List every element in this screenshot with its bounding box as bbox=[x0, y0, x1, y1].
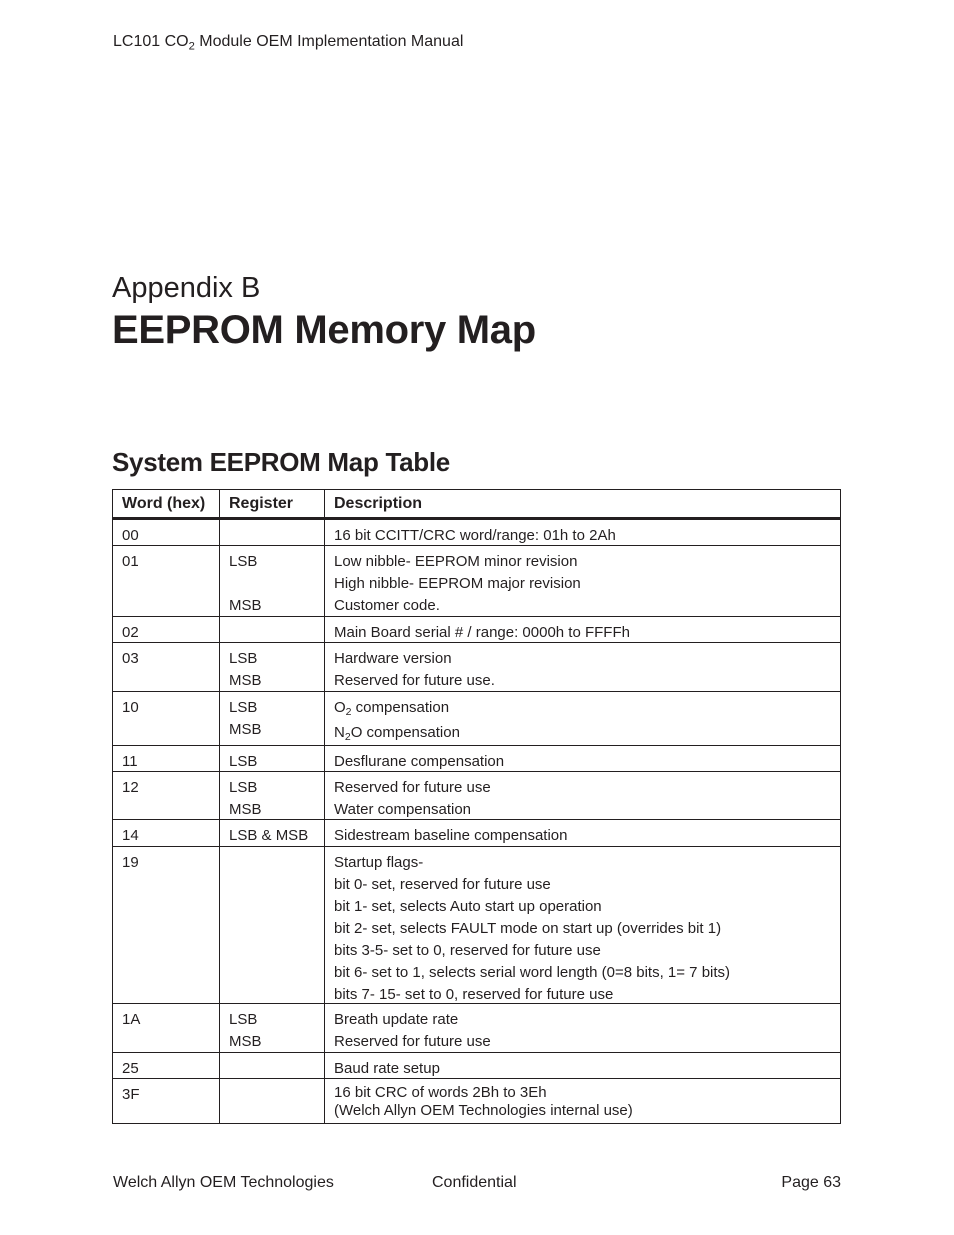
table-header-row bbox=[113, 490, 840, 519]
register-cell bbox=[220, 546, 325, 616]
description-cell bbox=[325, 746, 840, 771]
description-line: 16 bit CRC of words 2Bh to 3Eh bbox=[334, 1084, 547, 1101]
page-title: EEPROM Memory Map bbox=[112, 308, 536, 352]
eeprom-map-table bbox=[112, 489, 841, 1124]
description-cell bbox=[325, 617, 840, 642]
description-cell bbox=[325, 772, 840, 819]
column-header-register: Register bbox=[220, 490, 325, 517]
register-value: LSB bbox=[229, 699, 258, 716]
word-cell: 12 bbox=[113, 772, 220, 819]
word-cell: 02 bbox=[113, 617, 220, 642]
table-row bbox=[113, 1078, 840, 1123]
footer-confidential: Confidential bbox=[432, 1174, 517, 1191]
description-line: Hardware version bbox=[334, 650, 452, 667]
table-row bbox=[113, 771, 840, 819]
table-row bbox=[113, 616, 840, 642]
description-cell bbox=[325, 520, 840, 545]
table-row bbox=[113, 846, 840, 1003]
table-row bbox=[113, 642, 840, 691]
description-line: Sidestream baseline compensation bbox=[334, 827, 568, 844]
running-header bbox=[113, 33, 463, 51]
description-line bbox=[334, 697, 840, 722]
table-row bbox=[113, 819, 840, 846]
description-line: Reserved for future use. bbox=[334, 672, 495, 689]
description-cell bbox=[325, 820, 840, 846]
description-line: Breath update rate bbox=[334, 1011, 459, 1028]
register-value bbox=[229, 1058, 324, 1080]
description-line: Main Board serial # / range: 0000h to FFFFh bbox=[334, 624, 630, 641]
register-value bbox=[229, 1084, 324, 1102]
register-value: MSB bbox=[229, 672, 262, 689]
description-line: bit 1- set, selects Auto start up operation bbox=[334, 898, 602, 915]
register-cell bbox=[220, 772, 325, 819]
table-row bbox=[113, 691, 840, 745]
register-value: LSB & MSB bbox=[229, 827, 309, 844]
register-value: MSB bbox=[229, 801, 262, 818]
header-text: LC101 CO bbox=[113, 33, 189, 50]
register-cell bbox=[220, 847, 325, 1003]
register-value bbox=[229, 852, 324, 874]
description-line: Low nibble- EEPROM minor revision bbox=[334, 553, 578, 570]
description-cell bbox=[325, 1053, 840, 1078]
description-line: Customer code. bbox=[334, 597, 440, 614]
column-header-description: Description bbox=[334, 495, 423, 512]
word-cell: 3F bbox=[113, 1079, 220, 1123]
table-row bbox=[113, 1003, 840, 1052]
description-line: Desflurane compensation bbox=[334, 753, 505, 770]
description-line: bit 6- set to 1, selects serial word length (0=8 bits, 1= 7 bits) bbox=[334, 964, 731, 981]
word-cell: 00 bbox=[113, 520, 220, 545]
description-cell bbox=[325, 643, 840, 691]
register-cell bbox=[220, 643, 325, 691]
footer-page-number: Page 63 bbox=[781, 1174, 841, 1191]
section-title: System EEPROM Map Table bbox=[112, 447, 450, 477]
table-row bbox=[113, 545, 840, 616]
word-cell: 1A bbox=[113, 1004, 220, 1052]
word-cell: 14 bbox=[113, 820, 220, 846]
description-line: bits 7- 15- set to 0, reserved for future use bbox=[334, 986, 614, 1003]
register-cell bbox=[220, 1053, 325, 1078]
register-cell bbox=[220, 692, 325, 745]
description-line bbox=[334, 722, 840, 747]
column-header-word: Word (hex) bbox=[113, 490, 220, 517]
register-value bbox=[229, 573, 324, 595]
description-line: bits 3-5- set to 0, reserved for future use bbox=[334, 942, 601, 959]
description-text-sub: 2 bbox=[345, 706, 352, 719]
description-text-sub: 2 bbox=[344, 731, 351, 744]
description-text-pre: N bbox=[334, 724, 345, 741]
description-line: Reserved for future use bbox=[334, 1033, 491, 1050]
register-value: LSB bbox=[229, 779, 258, 796]
register-cell bbox=[220, 746, 325, 771]
word-cell: 10 bbox=[113, 692, 220, 745]
description-text-post: compensation bbox=[351, 699, 450, 716]
register-cell bbox=[220, 1004, 325, 1052]
register-value: MSB bbox=[229, 597, 262, 614]
table-body bbox=[113, 519, 840, 1123]
description-line: 16 bit CCITT/CRC word/range: 01h to 2Ah bbox=[334, 527, 616, 544]
register-value bbox=[229, 525, 324, 547]
description-cell bbox=[325, 692, 840, 745]
description-cell bbox=[325, 546, 840, 616]
word-cell: 03 bbox=[113, 643, 220, 691]
table-row bbox=[113, 1052, 840, 1078]
word-cell: 01 bbox=[113, 546, 220, 616]
description-line: bit 0- set, reserved for future use bbox=[334, 876, 551, 893]
table-row bbox=[113, 519, 840, 545]
description-line: Reserved for future use bbox=[334, 779, 491, 796]
register-cell bbox=[220, 520, 325, 545]
description-line: (Welch Allyn OEM Technologies internal use) bbox=[334, 1102, 633, 1119]
table-row bbox=[113, 745, 840, 771]
description-cell bbox=[325, 1004, 840, 1052]
description-text-pre: O bbox=[334, 699, 346, 716]
word-cell: 11 bbox=[113, 746, 220, 771]
register-value bbox=[229, 622, 324, 644]
header-subscript: 2 bbox=[188, 40, 195, 53]
register-value: LSB bbox=[229, 753, 258, 770]
register-cell bbox=[220, 820, 325, 846]
description-cell bbox=[325, 1079, 840, 1123]
description-cell bbox=[325, 847, 840, 1003]
register-cell bbox=[220, 1079, 325, 1123]
description-line: Baud rate setup bbox=[334, 1060, 440, 1077]
description-line: High nibble- EEPROM major revision bbox=[334, 575, 581, 592]
appendix-label: Appendix B bbox=[112, 272, 261, 304]
description-text-post: O compensation bbox=[350, 724, 460, 741]
register-value: LSB bbox=[229, 1011, 258, 1028]
word-cell: 19 bbox=[113, 847, 220, 1003]
register-value: MSB bbox=[229, 1033, 262, 1050]
register-value: LSB bbox=[229, 553, 258, 570]
header-text-rest: Module OEM Implementation Manual bbox=[194, 33, 464, 50]
register-value: LSB bbox=[229, 650, 258, 667]
word-cell: 25 bbox=[113, 1053, 220, 1078]
description-line: Water compensation bbox=[334, 801, 472, 818]
register-value: MSB bbox=[229, 721, 262, 738]
description-line: Startup flags- bbox=[334, 854, 424, 871]
register-cell bbox=[220, 617, 325, 642]
footer-company: Welch Allyn OEM Technologies bbox=[113, 1174, 334, 1191]
description-line: bit 2- set, selects FAULT mode on start up (overrides bit 1) bbox=[334, 920, 722, 937]
